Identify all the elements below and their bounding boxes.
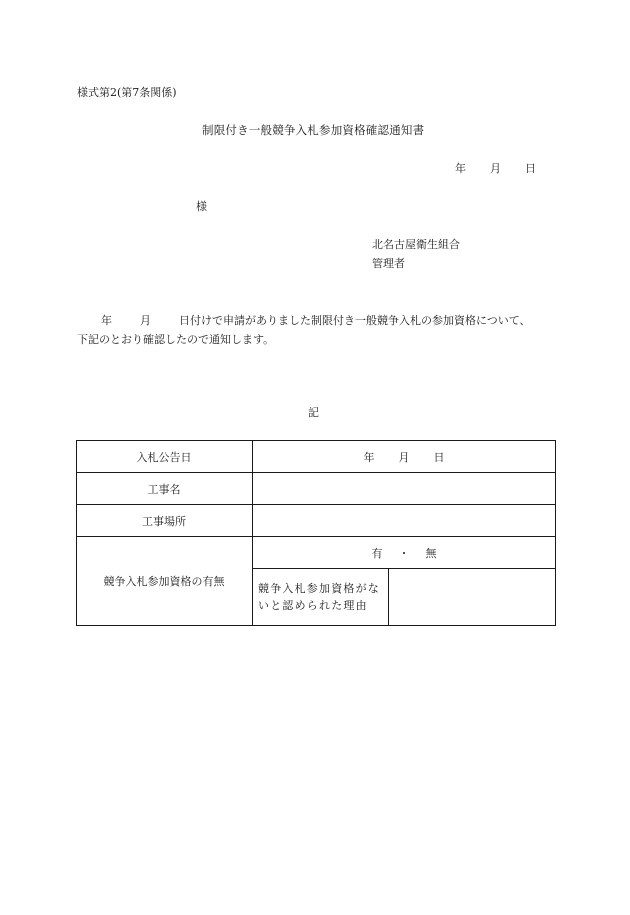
- issue-date-day: 日: [525, 162, 536, 175]
- row-label-project-name: [76, 472, 252, 505]
- eligibility-yes-no-field[interactable]: [252, 536, 556, 569]
- row-label-eligibility-text: 競争入札参加資格の有無: [103, 575, 225, 588]
- issue-date-year: 年: [455, 162, 466, 175]
- body-text-line2: 下記のとおり確認したので通知します。: [77, 333, 275, 346]
- bid-notice-year: 年: [363, 450, 375, 464]
- body-text-rest: 日付けで申請がありました制限付き一般競争入札の参加資格について、: [179, 314, 531, 327]
- bid-notice-month: 月: [398, 450, 410, 464]
- reason-label-cell: [252, 568, 388, 626]
- eligibility-no[interactable]: 無: [425, 546, 437, 560]
- addressee-honorific: 様: [196, 200, 207, 213]
- sender-organization: 北名古屋衛生組合: [372, 238, 460, 251]
- bid-notice-day: 日: [433, 450, 445, 464]
- row-label-project-name-text: 工事名: [147, 482, 181, 496]
- project-location-field[interactable]: [252, 504, 556, 537]
- reason-field[interactable]: [388, 568, 556, 626]
- row-label-project-location: [76, 504, 252, 537]
- eligibility-yes[interactable]: 有: [371, 546, 383, 560]
- row-label-bid-notice-date-text: 入札公告日: [136, 450, 192, 464]
- body-month: 月: [140, 314, 151, 327]
- reason-label-text: 競争入札参加資格がないと認められた理由: [258, 582, 380, 612]
- row-label-bid-notice-date: [76, 440, 252, 473]
- eligibility-separator: ・: [398, 546, 410, 560]
- issue-date-month: 月: [490, 162, 501, 175]
- document-title: 制限付き一般競争入札参加資格確認通知書: [202, 123, 425, 137]
- ki-heading: 記: [308, 406, 319, 419]
- row-label-project-location-text: 工事場所: [142, 514, 186, 528]
- issue-date-line: [455, 160, 536, 176]
- form-number-label: 様式第2(第7条関係): [77, 86, 177, 99]
- body-text-line1: [101, 312, 531, 328]
- bid-notice-date-field[interactable]: [252, 440, 556, 473]
- body-year: 年: [101, 314, 112, 327]
- info-table: [76, 440, 556, 626]
- sender-role: 管理者: [372, 257, 405, 270]
- project-name-field[interactable]: [252, 472, 556, 505]
- row-label-eligibility: [76, 536, 252, 626]
